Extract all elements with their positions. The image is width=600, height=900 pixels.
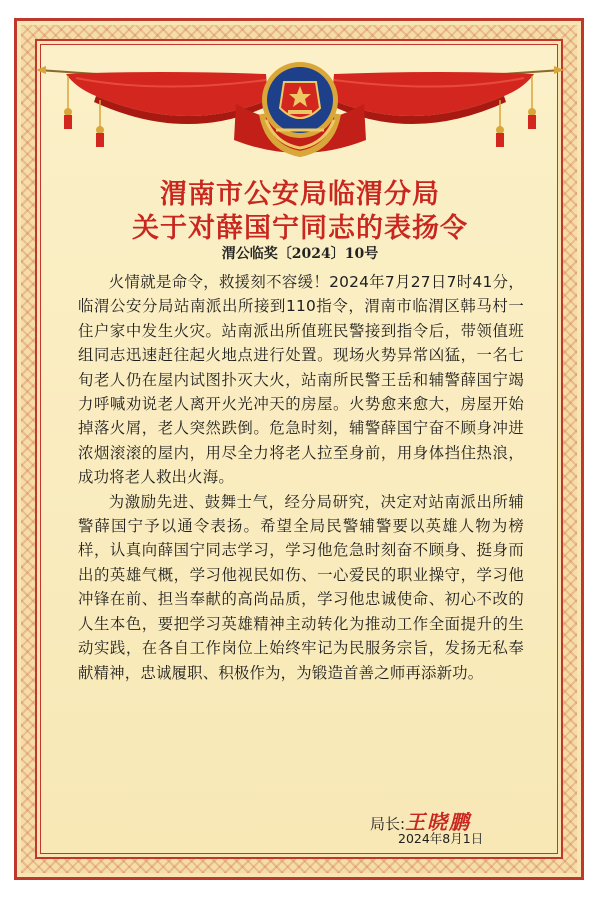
commendation-body [78, 270, 524, 685]
signature-label: 局长: [370, 815, 406, 833]
title-line-2: 关于对薛国宁同志的表扬令 [132, 213, 468, 244]
title-line-1: 渭南市公安局临渭分局 [160, 179, 440, 210]
document-number: 渭公临奖〔2024〕10号 [221, 246, 379, 262]
body-paragraph-1: 火情就是命令，救援刻不容缓！2024年7月27日7时41分，临渭公安分局站南派出所接到110指令，渭南市临渭区韩马村一住户家中发生火灾。站南派出所值班民警接到指令后，带领值班组同志迅速赶往起火地点进行处置。现场火势异常凶猛，一名七旬老人仍在屋内试图扑灭大火，站南所民警王岳和辅警薛国宁竭力呼喊劝说老人离开火光冲天的房屋。火势愈来愈大，房屋开始掉落火屑，老人突然跌倒。危急时刻，辅警薛国宁奋不顾身冲进浓烟滚滚的屋内，用尽全力将老人拉至身前，用身体挡住热浪，成功将老人救出火海。 [78, 273, 524, 487]
issue-date: 2024年8月1日 [398, 831, 484, 846]
body-paragraph-2: 为激励先进、鼓舞士气，经分局研究，决定对站南派出所辅警薛国宁予以通令表扬。希望全局民警辅警要以英雄人物为榜样，认真向薛国宁同志学习，学习他危急时刻奋不顾身、挺身而出的英雄气概，学习他视民如伤、一心爱民的职业操守，学习他冲锋在前、担当奉献的高尚品质，学习他忠诚使命、初心不改的人生本色，要把学习英雄精神主动转化为推动工作全面提升的生动实践，在各自工作岗位上始终牢记为民服务宗旨，发扬无私奉献精神，忠诚履职、积极作为，为锻造首善之师再添新功。 [78, 492, 524, 682]
header-decoration [36, 44, 564, 164]
signature-name: 王晓鹏 [405, 810, 472, 834]
